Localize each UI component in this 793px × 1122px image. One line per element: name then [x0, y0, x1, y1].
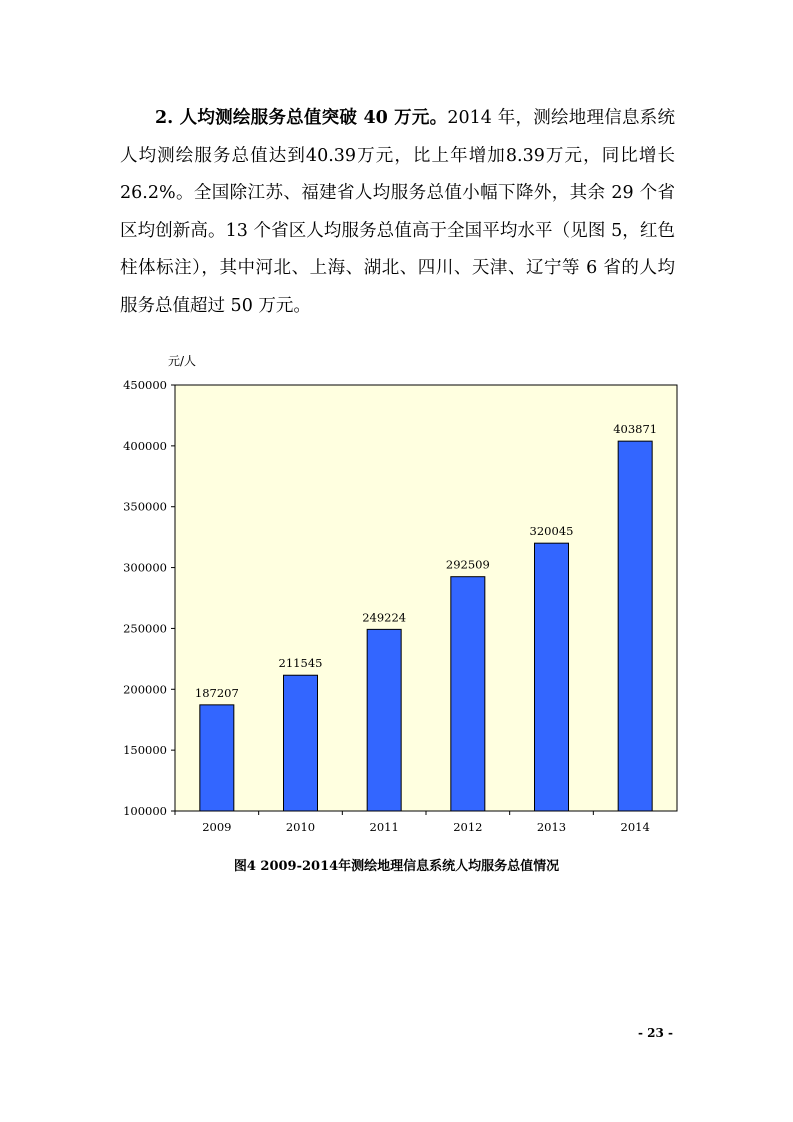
x-tick-label: 2010 [285, 820, 316, 834]
x-tick-label: 2011 [369, 820, 399, 834]
y-tick-label: 150000 [123, 743, 167, 758]
bar [618, 441, 652, 811]
bar [535, 543, 569, 811]
y-tick-label: 400000 [123, 438, 167, 453]
x-tick-label: 2014 [620, 820, 650, 834]
bar [200, 705, 234, 811]
y-tick-label: 450000 [123, 378, 167, 392]
page-number: - 23 - [637, 1026, 673, 1040]
bar-value-label: 187207 [194, 685, 239, 700]
x-axis-labels [175, 811, 650, 834]
paragraph-heading: 2. 人均测绘服务总值突破 40 万元。 [155, 108, 448, 128]
y-tick-label: 200000 [123, 682, 167, 697]
bar [284, 675, 318, 811]
bar [451, 577, 485, 811]
bar [367, 629, 401, 811]
y-tick-label: 250000 [123, 621, 167, 636]
bar-value-label: 292509 [445, 557, 490, 572]
y-axis-unit: 元/人 [168, 354, 197, 368]
y-tick-label: 300000 [123, 560, 167, 575]
bar-chart [110, 345, 700, 845]
x-tick-label: 2012 [453, 820, 483, 834]
y-axis-ticks [123, 378, 175, 818]
y-tick-label: 100000 [123, 804, 167, 818]
figure-caption: 图4 2009-2014年测绘地理信息系统人均服务总值情况 [233, 859, 560, 874]
x-tick-label: 2013 [536, 820, 567, 834]
paragraph-body: 2014 年，测绘地理信息系统人均测绘服务总值达到40.39万元，比上年增加8.39万元，同比增长 26.2%。全国除江苏、福建省人均服务总值小幅下降外，其余 29 个省区均创新高。13 个省区人均服务总值高于全国平均水平（见图 5，红色柱体标注），其中河北、上海、湖北、四川、天津、辽宁等 6 省的人均服务总值超过 50 万元。 [120, 108, 675, 316]
plot-area [175, 385, 677, 811]
bar-value-label: 320045 [529, 524, 574, 539]
bar-value-label: 403871 [613, 422, 658, 437]
x-tick-label: 2009 [202, 820, 232, 834]
bar-value-label: 249224 [362, 610, 407, 625]
y-tick-label: 350000 [123, 499, 167, 514]
bar-value-label: 211545 [278, 656, 323, 671]
body-paragraph [120, 100, 675, 325]
